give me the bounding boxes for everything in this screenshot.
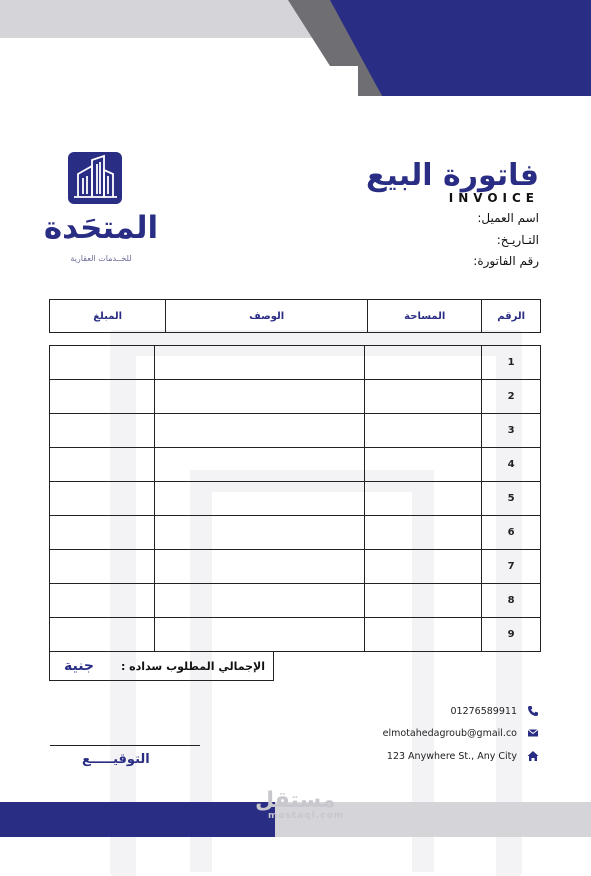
table-row (50, 584, 540, 618)
description-cell[interactable] (154, 414, 365, 447)
row-number: 1 (481, 346, 540, 379)
area-cell[interactable] (364, 584, 481, 617)
description-cell[interactable] (154, 380, 365, 413)
amount-cell[interactable] (50, 448, 154, 481)
row-number: 7 (481, 550, 540, 583)
row-number: 6 (481, 516, 540, 549)
description-cell[interactable] (154, 346, 365, 379)
items-table (49, 345, 541, 652)
area-cell[interactable] (364, 482, 481, 515)
description-cell[interactable] (154, 448, 365, 481)
table-row (50, 482, 540, 516)
phone-text: 01276589911 (450, 705, 517, 717)
table-row (50, 448, 540, 482)
date-label: التـاريـخ: (496, 233, 539, 247)
amount-cell[interactable] (50, 482, 154, 515)
mail-icon (527, 727, 539, 739)
footer-watermark-sub: mostaql.com (268, 811, 345, 821)
header-decoration (0, 0, 591, 100)
area-cell[interactable] (364, 550, 481, 583)
amount-cell[interactable] (50, 618, 154, 651)
contact-phone (451, 705, 540, 717)
building-icon (68, 152, 122, 204)
signature-label: التوقيـــــع (82, 752, 150, 767)
row-number: 2 (481, 380, 540, 413)
area-cell[interactable] (364, 346, 481, 379)
footer-band-blue (0, 802, 275, 837)
table-header (49, 299, 541, 333)
row-number: 9 (481, 618, 540, 651)
description-cell[interactable] (154, 516, 365, 549)
total-currency: جنية (64, 658, 95, 674)
customer-name-label: اسم العميل: (477, 211, 539, 225)
row-number: 4 (481, 448, 540, 481)
email-text: elmotahedagroub@gmail.co (382, 727, 517, 739)
description-cell[interactable] (154, 550, 365, 583)
invoice-title: فاتورة البيع (366, 158, 539, 193)
company-name: المتحَدة (43, 210, 159, 246)
table-row (50, 414, 540, 448)
amount-cell[interactable] (50, 346, 154, 379)
table-row (50, 618, 540, 652)
table-row (50, 516, 540, 550)
column-number-header: الرقم (481, 300, 540, 332)
description-cell[interactable] (154, 584, 365, 617)
table-row (50, 346, 540, 380)
area-cell[interactable] (364, 618, 481, 651)
column-description-header: الوصف (165, 300, 367, 332)
description-cell[interactable] (154, 482, 365, 515)
total-box (49, 651, 274, 681)
amount-cell[interactable] (50, 550, 154, 583)
signature-line (50, 745, 200, 746)
home-icon (527, 750, 539, 762)
address-text: 123 Anywhere St., Any City (386, 750, 517, 762)
footer-watermark: مستقل (255, 788, 336, 813)
company-tagline: للخــدمات العقارية (70, 254, 132, 263)
contact-email (383, 727, 539, 739)
amount-cell[interactable] (50, 584, 154, 617)
row-number: 8 (481, 584, 540, 617)
table-row (50, 380, 540, 414)
invoice-number-label: رقم الفاتورة: (473, 254, 539, 268)
amount-cell[interactable] (50, 516, 154, 549)
area-cell[interactable] (364, 516, 481, 549)
row-number: 5 (481, 482, 540, 515)
phone-icon (527, 705, 539, 717)
table-row (50, 550, 540, 584)
amount-cell[interactable] (50, 380, 154, 413)
area-cell[interactable] (364, 448, 481, 481)
area-cell[interactable] (364, 380, 481, 413)
row-number: 3 (481, 414, 540, 447)
column-area-header: المساحة (367, 300, 481, 332)
description-cell[interactable] (154, 618, 365, 651)
invoice-subtitle: INVOICE (448, 191, 539, 205)
total-label: الإجمالي المطلوب سداده : (120, 659, 265, 673)
area-cell[interactable] (364, 414, 481, 447)
column-amount-header: المبلغ (93, 310, 123, 322)
amount-cell[interactable] (50, 414, 154, 447)
contact-address (387, 750, 539, 762)
